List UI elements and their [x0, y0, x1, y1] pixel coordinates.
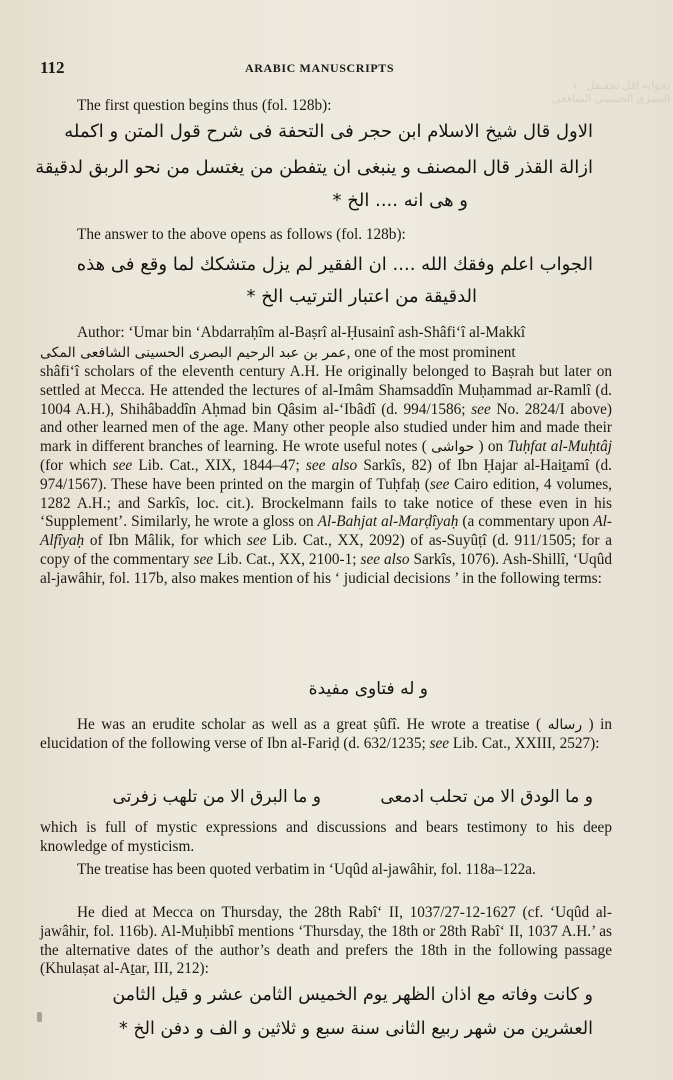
author-name-arabic: عمر بن عبد الرحيم البصرى الحسينى الشافعى المكى: [40, 345, 347, 361]
tuhfat-title: Tuḥfat al-Muḥtâj: [507, 438, 612, 456]
author-text-i: of Ibn Mâlik, for which: [84, 532, 247, 550]
author-line-2-text: , one of the most prominent: [346, 344, 516, 361]
sufi-text-a: He was an erudite scholar as well as a great ṣûfî. He wrote a treatise (: [77, 716, 548, 733]
author-text-b: No. 2824/I above) and other learned men of the age. Many other people also studied under him and made their mark in different branches of learning. He wrote useful notes (: [40, 400, 612, 456]
author-line-1: Author: ‘Umar bin ‘Abdarraḥîm al-Baṣrî al-Ḥusainî ash-Shâfi‘î al-Makkî: [77, 324, 526, 341]
alfiyah-title: Al-Alfîyaḥ: [40, 513, 613, 550]
author-text-h: (a commentary upon: [458, 513, 594, 531]
hawashi-arabic: حواشى: [431, 439, 475, 456]
see-ref: see: [193, 550, 214, 568]
author-paragraph-body: [40, 363, 612, 589]
sufi-paragraph: [40, 716, 612, 754]
author-text-l: Sarkîs, 1076). Ash-Shillî, ‘Uqûd al-jawâhir, fol. 117b, also makes mention of his ‘ judicial decisions ’ in the following terms:: [40, 550, 612, 587]
sufi-text-c: Lib. Cat., XXIII, 2527):: [449, 734, 600, 752]
author-line-2: [40, 344, 612, 363]
see-ref: see: [246, 532, 267, 550]
see-ref: see: [471, 400, 491, 418]
sufi-text-b: ) in elucidation of the following verse of Ibn al-Fariḍ (d. 632/1235;: [40, 716, 612, 752]
death-paragraph: He died at Mecca on Thursday, the 28th Rabî‘ II, 1037/27-12-1627 (cf. ‘Uqûd al-jawâhir, fol. 116b). Al-Muḥibbî mentions ‘Thursday, the 18th or 28th Rabî‘ II, 1037 A.H.’ as the alternative dates of the author’s death and prefers the 18th in the following passage (Khulaṣat al-Aṯar, III, 212):: [40, 904, 612, 978]
author-text-j: Lib. Cat., XX, 2092) of as-Suyûṭî (d. 911/1505; for a copy of the commentary: [40, 532, 612, 568]
arabic-fatawa-line: و له فتاوى مفيدة: [308, 679, 428, 699]
running-title: ARABIC MANUSCRIPTS: [245, 61, 395, 75]
page-header: [40, 58, 610, 78]
bahjat-title: Al-Bahjat al-Marḍîyaḥ: [317, 513, 459, 531]
verse-hemistich-1: و ما الودق الا من تحلب ادمعى: [380, 787, 593, 807]
see-ref: see: [429, 734, 450, 752]
margin-mark: [37, 1012, 42, 1022]
see-ref: see: [429, 475, 450, 493]
author-text-g: Cairo edition, 4 volumes, 1282 A.H.; and Sarkîs, loc. cit.). Brockelmann fails to take notice of these even in his ‘Supplement’. Similarly, he wrote a gloss on: [40, 475, 612, 531]
page-number: 112: [40, 58, 65, 77]
answer-intro: The answer to the above opens as follows (fol. 128b):: [77, 226, 406, 243]
author-text-f: Sarkîs, 82) of Ibn Ḥajar al-Haiṯamî (d. 974/1567). These have been printed on the margin of Tuḥfaḥ (: [40, 456, 612, 493]
author-text-d: (for which: [40, 456, 113, 474]
first-question-intro: The first question begins thus (fol. 128b):: [77, 97, 332, 114]
see-also-ref: see also: [360, 550, 410, 568]
mystic-paragraph: which is full of mystic expressions and discussions and bears testimony to his deep knowledge of mysticism.: [40, 819, 612, 855]
verse-hemistich-2: و ما البرق الا من تلهب زفرتى: [112, 787, 321, 807]
arabic-question-line-2: ازالة القذر قال المصنف و ينبغى ان يتفطن من يغتسل من نحو الربق لدقيقة: [35, 157, 593, 178]
final-arabic-line-1: و كانت وفاته مع اذان الظهر يوم الخميس الثامن عشر و قيل الثامن: [112, 985, 593, 1005]
bleed-through-text: تحوایہ اقل تحقیقل ۱۰ البصری الحسینی الشافعی: [552, 80, 670, 105]
author-text-a: shâfi‘î scholars of the eleventh century A.H. He originally belonged to Baṣrah but later on settled at Mecca. He attended the lectures of al-Imâm Shamsaddîn Muḥammad ar-Ramlî (d. 1004 A.H.), Shihâbaddîn Aḥmad bin Qâsim al-‘Ibâdî (d. 994/1586;: [40, 363, 612, 418]
arabic-answer-line-2: الدقيقة من اعتبار الترتيب الخ *: [246, 286, 477, 307]
see-ref: see: [112, 456, 133, 474]
final-arabic-line-2: العشرين من شهر ربيع الثانى سنة سبع و ثلاثين و الف و دفن الخ *: [119, 1019, 593, 1039]
author-text-c: ) on: [474, 438, 508, 456]
treatise-quoted-paragraph: The treatise has been quoted verbatim in ‘Uqûd al-jawâhir, fol. 118a–122a.: [77, 861, 536, 878]
see-also-ref: see also: [305, 456, 358, 474]
arabic-question-line-3: و هى انه .... الخ *: [332, 190, 468, 211]
author-text-e: Lib. Cat., XIX, 1844–47;: [132, 456, 306, 474]
arabic-question-line-1: الاول قال شيخ الاسلام ابن حجر فی التحفة فی شرح قول المتن و اكمله: [64, 121, 593, 142]
risala-arabic: رساله: [547, 717, 583, 733]
arabic-answer-line-1: الجواب اعلم وفقك الله .... ان الفقير لم يزل متشكك لما وقع فى هذه: [76, 254, 593, 275]
author-text-k: Lib. Cat., XX, 2100-1;: [213, 550, 361, 568]
